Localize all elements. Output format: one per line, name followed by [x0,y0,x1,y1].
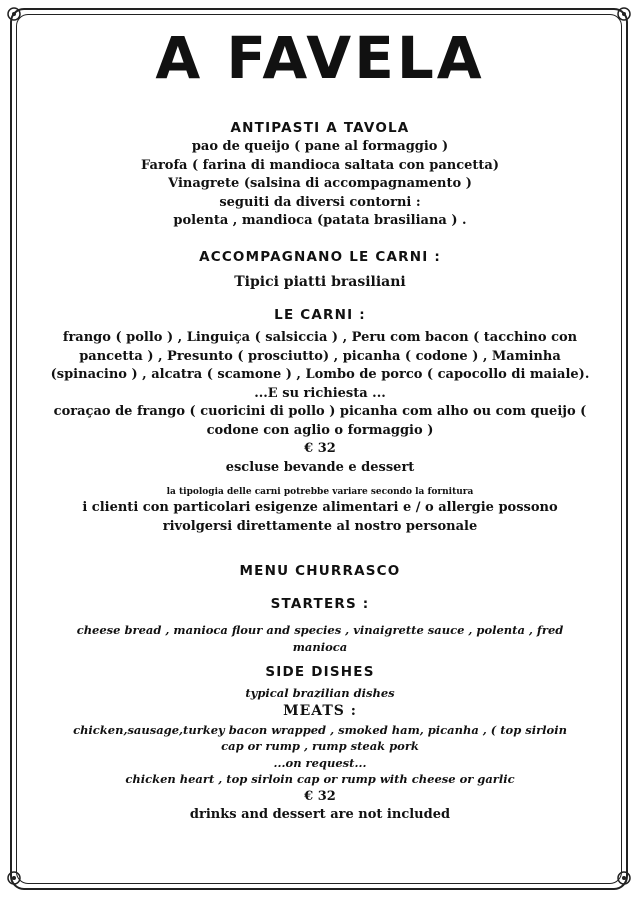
corner-ornament-bottom-right [614,868,634,888]
meats-line-5: drinks and dessert are not included [189,807,451,822]
accompagnano-line: Tipici piatti brasiliani [234,273,406,290]
starters-line-1: manioca [292,639,348,654]
antipasti-line-0: pao de queijo ( pane al formaggio ) [191,139,449,154]
side-dishes-line: typical brazilian dishes [245,686,395,700]
carni-heading: LE CARNI : [274,307,366,323]
antipasti-line-3: seguiti da diversi contorni : [219,194,421,210]
accompagnano-heading: ACCOMPAGNANO LE CARNI : [199,248,441,265]
restaurant-title: A FAVELA [155,24,485,92]
meats-price: € 32 [304,788,336,804]
carni-line-2: (spinacino ) , alcatra ( scamone ) , Lombo de porco ( capocollo di maiale). [50,367,590,382]
meats-line-1: cap or rump , rump steak pork [221,739,419,753]
meats-heading: MEATS : [283,702,357,719]
corner-ornament-top-left [4,4,24,24]
allergy-note-line-0: i clienti con particolari esigenze alimentari e / o allergie possono [82,500,558,515]
supply-note: la tipologia delle carni potrebbe variare secondo la fornitura [166,487,474,497]
meats-line-2: ...on request... [273,755,367,770]
carni-line-0: frango ( pollo ) , Linguiça ( salsiccia ) , Peru com bacon ( tacchino con [62,330,578,345]
carni-line-5: codone con aglio o formaggio ) [206,422,434,438]
carni-price: € 32 [304,441,336,456]
carni-line-3: ...E su richiesta ... [254,385,386,401]
corner-ornament-bottom-left [4,868,24,888]
side-dishes-heading: SIDE DISHES [265,664,375,680]
carni-line-4: coraçao de frango ( cuoricini di pollo ) picanha com alho ou com queijo ( [53,404,587,419]
carni-line-1: pancetta ) , Presunto ( prosciutto) , picanha ( codone ) , Maminha [79,348,561,364]
starters-line-0: cheese bread , manioca flour and species , vinaigrette sauce , polenta , fred [76,623,564,637]
starters-heading: STARTERS : [270,596,370,612]
antipasti-line-1: Farofa ( farina di mandioca saltata con pancetta) [141,157,499,173]
meats-line-0: chicken,sausage,turkey bacon wrapped , smoked ham, picanha , ( top sirloin [73,722,567,737]
meats-line-3: chicken heart , top sirloin cap or rump with cheese or garlic [125,772,515,786]
corner-ornament-top-right [614,4,634,24]
carni-line-7: escluse bevande e dessert [225,459,415,475]
allergy-note-line-1: rivolgersi direttamente al nostro personale [162,518,478,534]
antipasti-heading: ANTIPASTI A TAVOLA [230,120,410,136]
antipasti-line-4: polenta , mandioca (patata brasiliana ) . [173,213,467,228]
menu-content [40,10,600,825]
antipasti-line-2: Vinagrete (salsina di accompagnamento ) [168,176,472,191]
english-menu-heading: MENU CHURRASCO [239,563,401,579]
